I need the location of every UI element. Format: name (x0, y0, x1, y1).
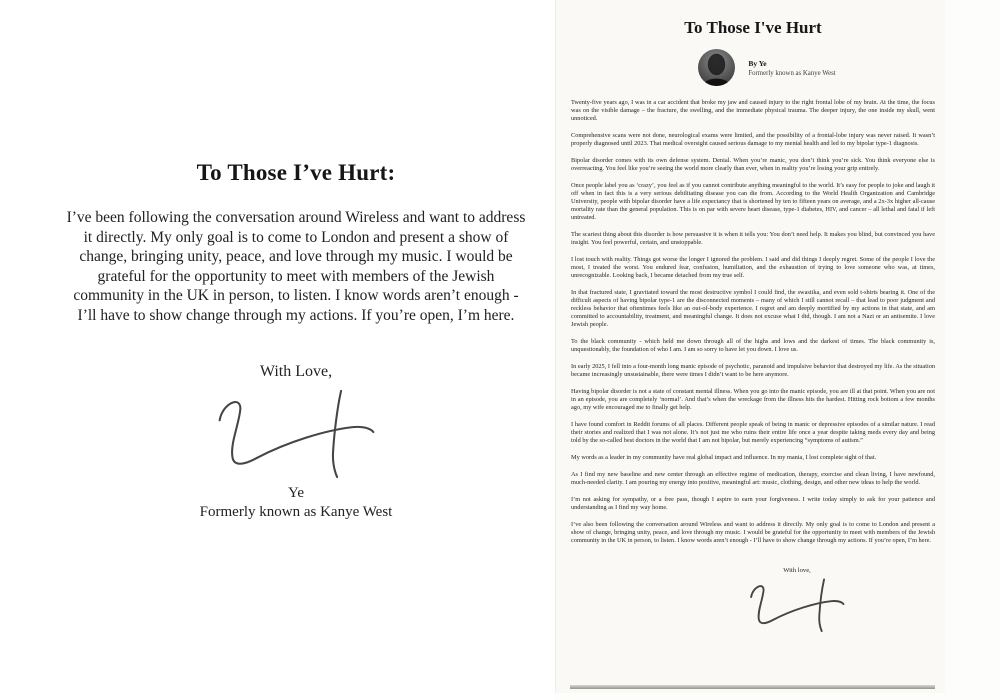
letter-body (571, 99, 935, 545)
letter-paragraph: Having bipolar disorder is not a state of constant mental illness. When you go into the manic episode, you are ill at that point. When you are not in an episode, you are completely ‘normal’. And that’s when the wreckage from the illness hits the hardest. Hitting rock bottom a few months ago, my wife encouraged me to finally get help. (571, 388, 935, 411)
closing-valediction: With love, (783, 567, 811, 574)
author-avatar (698, 49, 735, 86)
document-panel (555, 0, 1000, 700)
pull-quote-content (62, 0, 530, 521)
byline (599, 49, 935, 86)
pull-quote-title: To Those I’ve Hurt: (196, 160, 396, 185)
letter-paragraph: As I find my new baseline and new center through an effective regime of medication, therapy, exercise and clean living, I have newfound, much-needed clarity. I am pouring my energy into positive, meaningful art: music, clothing, design, and other new ideas to help the world. (571, 471, 935, 486)
letter-paragraph: Once people label you as ‘crazy’, you feel as if you cannot contribute anything meaningful to the world. It’s easy for people to joke and laugh it off when in fact this is a very serious debilitating disease you can die from. According to the World Health Organization and Cambridge University, people with bipolar disorder have a life expectancy that is shortened by ten to fifteen years on average, and a 2x-3x higher all-cause mortality rate than the general population. This is on par with severe heart disease, type-1 diabetes, HIV, and cancer – all lethal and fatal if left untreated. (571, 182, 935, 221)
letter-paragraph: I have found comfort in Reddit forums of all places. Different people speak of being in manic or depressive episodes of a similar nature. I read their stories and realized that I was not alone. It’s not just me who ruins their entire life once a year despite taking meds every day and being told by the so-called best doctors in the world that I am not bipolar, but merely experiencing “symptoms of autism.” (571, 421, 935, 444)
letter-title: To Those I've Hurt (684, 18, 822, 37)
letter-paragraph: I’ve also been following the conversation around Wireless and want to address it directly. My only goal is to come to London and present a show of change, bringing unity, peace, and love through my music. I would be grateful for the opportunity to meet with members of the Jewish community in the UK in person, to listen. I know words aren’t enough - I’ll have to show change through my actions. If you’re open, I’m here. (571, 521, 935, 544)
letter-paragraph: Comprehensive scans were not done, neurological exams were limited, and the possibility of a frontal-lobe injury was never raised. It wasn’t properly diagnosed until 2023. That medical oversight caused serious damage to my mental health and led to my bipolar type-1 diagnosis. (571, 132, 935, 147)
pull-quote-paragraph: I’ve been following the conversation around Wireless and want to address it directly. My only goal is to come to London and present a show of change, bringing unity, peace, and love through my music. I would be grateful for the opportunity to meet with members of the Jewish community in the UK in person, to listen. I know words aren’t enough - I’ll have to show change through my actions. If you’re open, I’m here. (66, 209, 526, 324)
left-valediction: With Love, (259, 363, 333, 380)
letter-paragraph: My words as a leader in my community have real global impact and influence. In my mania, I lost complete sight of that. (571, 454, 877, 461)
letter-page (555, 0, 945, 693)
letter-closing (571, 567, 935, 638)
ye-signature-icon (212, 387, 380, 480)
letter-paragraph: Bipolar disorder comes with its own defense system. Denial. When you’re manic, you don’t think you’re sick. You think everyone else is overreacting. You feel like you’re seeing the world more clearly than ever, when in reality you’re losing your grip entirely. (571, 157, 935, 172)
letter-paragraph: I lost touch with reality. Things got worse the longer I ignored the problem. I said and did things I deeply regret. Some of the people I love the most, I treated the worst. You endured fear, confusion, humiliation, and the exhaustion of trying to love someone who was, at times, unrecognizable. Looking back, I became detached from my true self. (571, 256, 935, 279)
letter-paragraph: To the black community - which held me down through all of the highs and lows and the darkest of times. The black community is, unquestionably, the foundation of who I am. I am so sorry to have let you down. I love us. (571, 338, 935, 353)
signature-name: Ye (288, 485, 304, 501)
person-silhouette-icon (698, 49, 735, 86)
letter-paragraph: In early 2025, I fell into a four-month long manic episode of psychotic, paranoid and impulsive behavior that destroyed my life. As the situation became increasingly unsustainable, there were times I didn’t want to be here anymore. (571, 363, 935, 378)
letter-paragraph: In that fractured state, I gravitated toward the most destructive symbol I could find, the swastika, and even sold t-shirts bearing it. One of the difficult aspects of having bipolar type-1 are the disconnected moments – many of which I still cannot recall – that lead to poor judgment and reckless behavior that oftentimes feels like an out-of-body experience. I regret and am deeply mortified by my actions in that state, and am committed to accountability, treatment, and meaningful change. It does not excuse what I did, though. I am not a Nazi or an antisemite. I love Jewish people. (571, 289, 935, 328)
page-bottom-rule (570, 685, 935, 689)
byline-subtitle: Formerly known as Kanye West (748, 69, 836, 77)
letter-paragraph: Twenty-five years ago, I was in a car accident that broke my jaw and caused injury to the right frontal lobe of my brain. At the time, the focus was on the visible damage – the fracture, the swelling, and the immediate physical trauma. The deeper injury, the one inside my skull, went unnoticed. (571, 99, 935, 122)
byline-text (748, 59, 835, 77)
ye-signature-icon (747, 577, 847, 633)
letter-paragraph: I’m not asking for sympathy, or a free pass, though I aspire to earn your forgiveness. I write today simply to ask for your patience and understanding as I find my way home. (571, 496, 935, 511)
right-gutter (945, 0, 1000, 700)
byline-author: By Ye (748, 58, 767, 68)
letter-paragraph: The scariest thing about this disorder is how persuasive it is when it tells you: You don’t need help. It makes you blind, but convinced you have insight. You feel powerful, certain, and unstoppable. (571, 231, 935, 246)
signature-subtitle: Formerly known as Kanye West (199, 504, 393, 520)
